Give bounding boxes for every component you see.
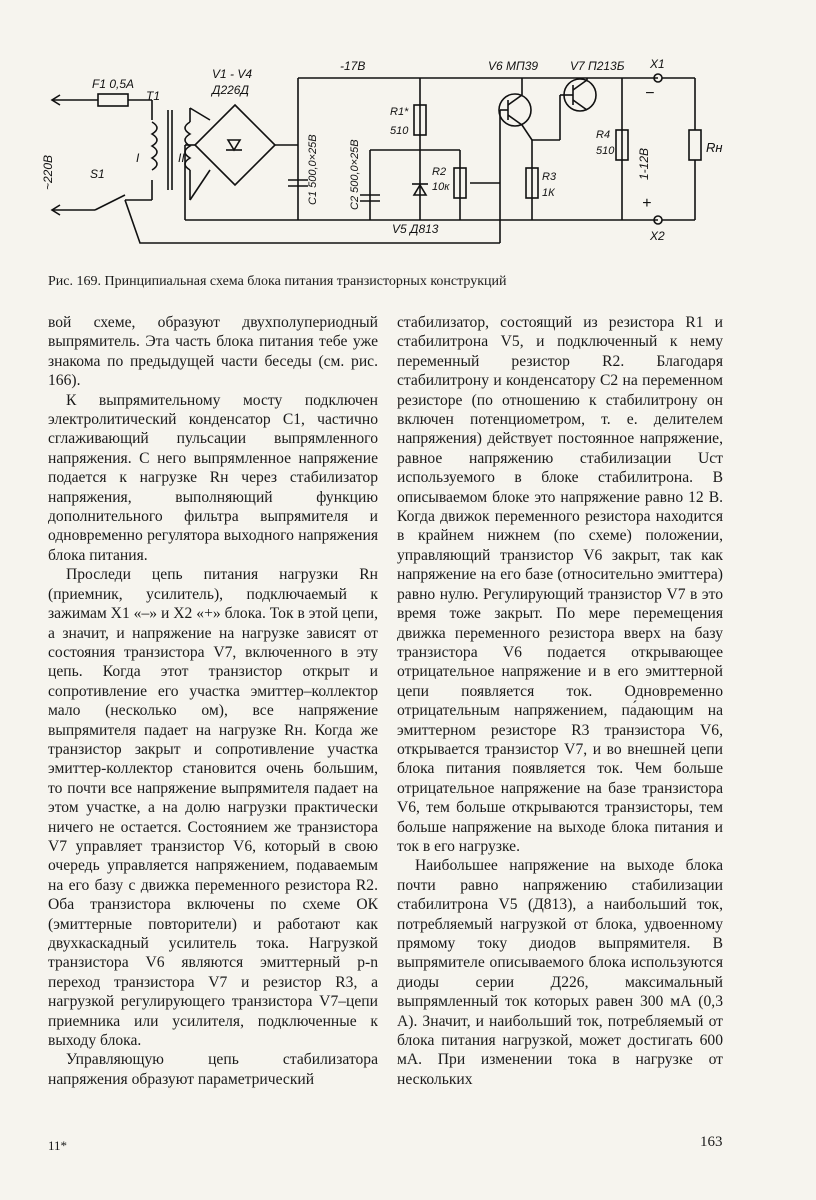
load-resistor-rn <box>689 130 701 160</box>
label-r3: R3 <box>542 171 557 183</box>
label-range: 1-12В <box>637 147 651 180</box>
label-mains: ~220В <box>41 154 55 190</box>
reference-circuit <box>360 78 500 243</box>
label-minus: − <box>645 85 655 102</box>
label-t1: T1 <box>146 89 161 103</box>
right-column <box>397 313 723 1089</box>
output-section <box>616 74 701 224</box>
label-minus17: -17В <box>340 59 366 73</box>
paragraph: К выпрямительному мосту подключен электролитический конденсатор C1, частично сглаживающий пульсации выпрямленного напряжения. С него выпрямленное напряжение подается к нагрузке Rн через стабилизатор напряжения, выполняющий функцию дополнительного фильтра выпрямителя и одновременно регулятора выходного напряжения блока питания. <box>48 391 378 564</box>
label-winding-1: I <box>136 151 140 165</box>
label-x1: X1 <box>650 57 665 71</box>
transistor-v6 <box>499 78 538 220</box>
signature-mark: 11* <box>48 1138 68 1153</box>
label-v6: V6 МП39 <box>488 59 539 73</box>
label-d226d: Д226Д <box>212 83 249 97</box>
label-r4-value: 510 <box>596 145 615 157</box>
label-v1v4: V1 - V4 <box>212 67 253 81</box>
fuse-f1 <box>98 94 128 106</box>
label-r3-value: 1К <box>542 187 555 199</box>
label-r1: R1* <box>390 106 409 118</box>
bridge-rectifier <box>185 105 298 220</box>
label-rn: Rн <box>706 140 723 155</box>
label-v7: V7 П213Б <box>570 59 625 73</box>
label-s1: S1 <box>90 167 105 181</box>
paragraph: Управляющую цепь стабилизатора напряжения образуют параметрический <box>48 1051 378 1088</box>
switch-s1 <box>95 195 125 210</box>
paragraph: вой схеме, образуют двухполупериодный выпрямитель. Эта часть блока питания тебе уже знакома по предыдущей части беседы (см. рис. 166). <box>48 314 378 390</box>
switch-linkage <box>125 200 500 243</box>
label-r2-value: 10к <box>432 181 450 193</box>
label-r2: R2 <box>432 166 447 178</box>
label-v5: V5 Д813 <box>392 222 439 236</box>
label-x2: X2 <box>650 229 665 243</box>
label-plus: + <box>642 195 652 212</box>
label-winding-2: II <box>178 151 185 165</box>
paragraph: Проследи цепь питания нагрузки Rн (приемник, усилитель), подключаемый к зажимам X1 «–» и X2 «+» блока. Ток в этой цепи, а значит, и напряжение на нагрузке зависят от состояния транзистора V7, включенного в эту цепь. Когда этот транзистор открыт и сопротивление его участка эмиттер–коллектор мало (несколько ом), все напряжение выпрямителя падает на нагрузке Rн. Когда же транзистор закрыт и сопротивление участка эмиттер-коллектор становится очень большим, то почти все напряжение выпрямителя падает на этом участке, а на долю нагрузки практически ничего не остается. Состоянием же транзистора V7 управляет транзистор V6, который в свою очередь управляется напряжением, подаваемым на его базу с движка переменного резистора R2. Оба транзистора включены по схеме ОК (эмиттерные повторители) и работают как двухкаскадный усилитель тока. Нагрузкой транзистора V6 являются эмиттерный p-n переход транзистора V7 и резистор R3, а нагрузкой регулирующего транзистора V7–цепи приемника или усилителя, подключенные к выходу блока. <box>48 566 378 1050</box>
paragraph: Наибольшее напряжение на выходе блока почти равно напряжению стабилизации стабилитрона V5 (Д813), а наибольший ток, потребляемый нагрузкой от блока, удвоенному прямому току диодов выпрямителя. В выпрямителе описываемого блока используются диоды серии Д226, максимальный выпрямленный ток которых равен 300 мА (0,3 А). Значит, и наибольший ток, потребляемый от блока питания нагрузкой, может достигать 600 мА. При изменении тока в нагрузке от нескольких <box>397 857 723 1088</box>
label-c1: С1 500,0×25В <box>307 134 319 205</box>
transistor-v7 <box>532 78 596 140</box>
label-c2: С2 500,0×25В <box>349 139 361 210</box>
left-column <box>48 313 378 1089</box>
figure-caption: Рис. 169. Принципиальная схема блока питания транзисторных конструкций <box>48 274 507 289</box>
label-r1-value: 510 <box>390 125 409 137</box>
circuit-schematic <box>40 50 740 265</box>
label-f1: F1 0,5A <box>92 77 135 91</box>
page-number: 163 <box>700 1134 723 1150</box>
paragraph: стабилизатор, состоящий из резистора R1 и стабилитрона V5, и подключенный к нему переменный резистор R2. Благодаря стабилитрону и конденсатору C2 на переменном резисторе (по отношению к стабилитрону он включен потенциометром, т. е. делителем напряжения) действует постоянное напряжение, равное напряжению стабилизации Uст используемого в блоке стабилитрона. В описываемом блоке это напряжение равно 12 В. Когда движок переменного резистора находится в крайнем нижнем (по схеме) положении, управляющий транзистор V6 закрыт, так как напряжение на его базе (относительно эмиттера) равно нулю. Регулирующий транзистор V7 в это время тоже закрыт. По мере перемещения движка переменного резистора вверх на базу транзистора V6 подается открывающее отрицательное напряжение и в его эмиттерной цепи появляется ток. Одновременно отрицательным напряжением, па́дающим на эмиттерном резисторе R3 транзистора V6, открывается транзистор V7, и во внешней цепи блока питания появляется ток. Чем больше отрицательное напряжение на базе транзистора V6, тем больше открываются транзисторы, тем больше напряжение на выходе блока питания и ток в его нагрузке. <box>397 314 723 855</box>
label-r4: R4 <box>596 129 611 141</box>
